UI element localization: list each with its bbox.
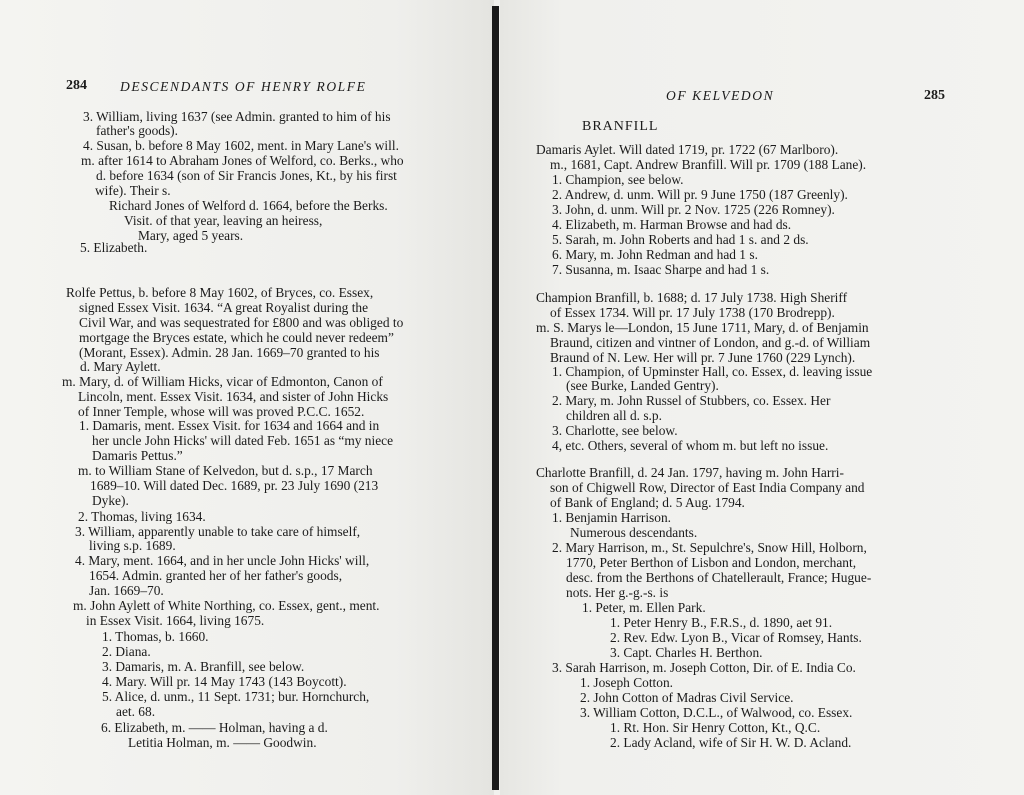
text-line: 3. Charlotte, see below. (552, 423, 678, 438)
section-title: BRANFILL (582, 119, 659, 134)
entry-heading-line: Charlotte Branfill, d. 24 Jan. 1797, having m. John Harri- (536, 465, 844, 480)
text-line: living s.p. 1689. (89, 538, 176, 553)
text-line: d. Mary Aylett. (80, 359, 161, 374)
text-line: 3. Capt. Charles H. Berthon. (610, 645, 763, 660)
entry-heading-line: Damaris Aylet. Will dated 1719, pr. 1722 (67 Marlboro). (536, 142, 839, 157)
text-line: 4. Mary. Will pr. 14 May 1743 (143 Boycott). (102, 674, 347, 689)
text-line: 2. Andrew, d. unm. Will pr. 9 June 1750 (187 Greenly). (552, 187, 848, 202)
text-line: (see Burke, Landed Gentry). (566, 378, 719, 393)
text-line: 2. Lady Acland, wife of Sir H. W. D. Acland. (610, 735, 852, 750)
text-line: Braund of N. Lew. Her will pr. 7 June 1760 (229 Lynch). (550, 350, 856, 365)
text-line: 2. Mary, m. John Russel of Stubbers, co. Essex. Her (552, 393, 831, 408)
text-line: 2. John Cotton of Madras Civil Service. (580, 690, 794, 705)
text-line: 1. Damaris, ment. Essex Visit. for 1634 and 1664 and in (79, 418, 380, 433)
text-line: in Essex Visit. 1664, living 1675. (86, 613, 265, 628)
text-line: 1689–10. Will dated Dec. 1689, pr. 23 July 1690 (213 (90, 478, 379, 493)
text-line: Civil War, and was sequestrated for £800 and was obliged to (79, 315, 404, 330)
text-line: 1. Joseph Cotton. (580, 675, 673, 690)
text-line: 1654. Admin. granted her of her father's goods, (89, 568, 343, 583)
text-line: 1. Benjamin Harrison. (552, 510, 672, 525)
text-line: Numerous descendants. (570, 525, 698, 540)
text-line: mortgage the Bryces estate, which he could never redeem” (79, 330, 394, 345)
text-line: Dyke). (92, 493, 129, 508)
text-line: Visit. of that year, leaving an heiress, (124, 213, 323, 228)
text-line: d. before 1634 (son of Sir Francis Jones, Kt., by his first (96, 168, 397, 183)
text-line: her uncle John Hicks' will dated Feb. 1651 as “my niece (92, 433, 394, 448)
text-line: 1770, Peter Berthon of Lisbon and London, merchant, (566, 555, 857, 570)
text-line: 3. John, d. unm. Will pr. 2 Nov. 1725 (226 Romney). (552, 202, 835, 217)
text-line: signed Essex Visit. 1634. “A great Royalist during the (79, 300, 369, 315)
text-line: nots. Her g.-g.-s. is (566, 585, 669, 600)
text-line: Braund, citizen and vintner of London, and g.-d. of William (550, 335, 871, 350)
text-line: m. John Aylett of White Northing, co. Essex, gent., ment. (73, 598, 380, 613)
text-line: 3. William Cotton, D.C.L., of Walwood, co. Essex. (580, 705, 853, 720)
text-line: 2. Diana. (102, 644, 151, 659)
text-line: 4, etc. Others, several of whom m. but left no issue. (552, 438, 829, 453)
text-line: Lincoln, ment. Essex Visit. 1634, and sister of John Hicks (78, 389, 389, 404)
text-line: 7. Susanna, m. Isaac Sharpe and had 1 s. (552, 262, 770, 277)
text-line: 3. Sarah Harrison, m. Joseph Cotton, Dir. of E. India Co. (552, 660, 856, 675)
text-line: 2. Mary Harrison, m., St. Sepulchre's, Snow Hill, Holborn, (552, 540, 867, 555)
text-line: of Essex 1734. Will pr. 17 July 1738 (170 Brodrepp). (550, 305, 835, 320)
text-line: m. after 1614 to Abraham Jones of Welford, co. Berks., who (81, 153, 404, 168)
text-line: 6. Mary, m. John Redman and had 1 s. (552, 247, 758, 262)
text-line: 5. Sarah, m. John Roberts and had 1 s. and 2 ds. (552, 232, 809, 247)
text-line: son of Chigwell Row, Director of East India Company and (550, 480, 865, 495)
text-line: 2. Thomas, living 1634. (78, 509, 206, 524)
right-page (500, 0, 1024, 795)
text-line: m. Mary, d. of William Hicks, vicar of Edmonton, Canon of (62, 374, 383, 389)
text-line: 6. Elizabeth, m. —— Holman, having a d. (101, 720, 328, 735)
text-line: 3. William, apparently unable to take care of himself, (75, 524, 361, 539)
text-line: 1. Champion, of Upminster Hall, co. Essex, d. leaving issue (552, 364, 873, 379)
text-line: 1. Peter Henry B., F.R.S., d. 1890, aet 91. (610, 615, 833, 630)
text-line: Richard Jones of Welford d. 1664, before the Berks. (109, 198, 388, 213)
text-line: Jan. 1669–70. (89, 583, 164, 598)
text-line: m. to William Stane of Kelvedon, but d. s.p., 17 March (78, 463, 373, 478)
text-line: of Bank of England; d. 5 Aug. 1794. (550, 495, 745, 510)
text-line: 5. Elizabeth. (80, 240, 148, 255)
running-head: DESCENDANTS OF HENRY ROLFE (120, 79, 367, 94)
book-gutter (492, 6, 499, 790)
page-number: 285 (924, 88, 945, 103)
text-line: 4. Mary, ment. 1664, and in her uncle John Hicks' will, (75, 553, 370, 568)
text-line: 2. Rev. Edw. Lyon B., Vicar of Romsey, Hants. (610, 630, 862, 645)
text-line: of Inner Temple, whose will was proved P.C.C. 1652. (78, 404, 365, 419)
text-line: aet. 68. (116, 704, 156, 719)
text-line: m., 1681, Capt. Andrew Branfill. Will pr. 1709 (188 Lane). (550, 157, 867, 172)
text-line: 4. Elizabeth, m. Harman Browse and had ds. (552, 217, 792, 232)
text-line: wife). Their s. (95, 183, 171, 198)
text-line: 3. William, living 1637 (see Admin. granted to him of his (83, 109, 391, 124)
text-line: father's goods). (96, 123, 178, 138)
text-line: Damaris Pettus.” (92, 448, 183, 463)
page-number: 284 (66, 78, 87, 93)
text-line: children all d. s.p. (566, 408, 662, 423)
text-line: 1. Peter, m. Ellen Park. (582, 600, 706, 615)
text-line: 1. Thomas, b. 1660. (102, 629, 209, 644)
text-line: 5. Alice, d. unm., 11 Sept. 1731; bur. Hornchurch, (102, 689, 370, 704)
text-line: m. S. Marys le—London, 15 June 1711, Mary, d. of Benjamin (536, 320, 869, 335)
text-line: 4. Susan, b. before 8 May 1602, ment. in Mary Lane's will. (83, 138, 399, 153)
text-line: desc. from the Berthons of Chatellerault, France; Hugue- (566, 570, 872, 585)
running-head: OF KELVEDON (666, 88, 775, 103)
text-line: 1. Champion, see below. (552, 172, 684, 187)
text-line: 3. Damaris, m. A. Branfill, see below. (102, 659, 305, 674)
text-line: Mary, aged 5 years. (138, 228, 244, 243)
text-line: Letitia Holman, m. —— Goodwin. (128, 735, 317, 750)
left-page (0, 0, 494, 795)
entry-heading-line: Champion Branfill, b. 1688; d. 17 July 1738. High Sheriff (536, 290, 848, 305)
entry-heading-line: Rolfe Pettus, b. before 8 May 1602, of Bryces, co. Essex, (66, 285, 374, 300)
text-line: (Morant, Essex). Admin. 28 Jan. 1669–70 granted to his (79, 345, 380, 360)
text-line: 1. Rt. Hon. Sir Henry Cotton, Kt., Q.C. (610, 720, 821, 735)
